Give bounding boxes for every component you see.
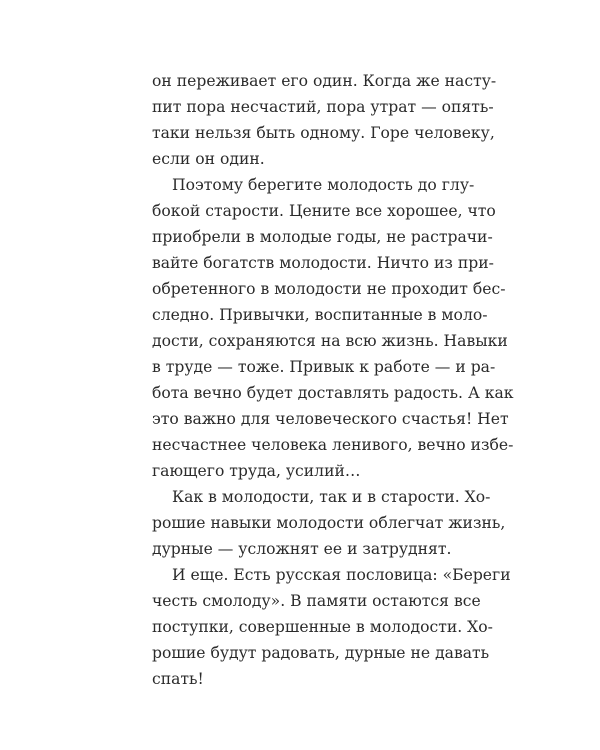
text-line: приобрели в молодые годы, не растрачи- bbox=[152, 228, 493, 246]
text-line: обретенного в молодости не проходит бес- bbox=[152, 280, 506, 298]
text-line: если он один. bbox=[152, 150, 265, 168]
text-line: это важно для человеческого счастья! Нет bbox=[152, 410, 509, 428]
text-line: бота вечно будет доставлять радость. А как bbox=[152, 384, 514, 402]
text-line: Как в молодости, так и в старости. Хо- bbox=[172, 488, 491, 506]
text-line: спать! bbox=[152, 670, 204, 688]
text-line: гающего труда, усилий… bbox=[152, 462, 361, 480]
text-line: честь смолоду». В памяти остаются все bbox=[152, 592, 481, 610]
text-line: следно. Привычки, воспитанные в моло- bbox=[152, 306, 488, 324]
text-line: рошие навыки молодости облегчат жизнь, bbox=[152, 514, 506, 532]
text-line: дости, сохраняются на всю жизнь. Навыки bbox=[152, 332, 508, 350]
text-line: таки нельзя быть одному. Горе человеку, bbox=[152, 124, 495, 142]
text-line: несчастнее человека ленивого, вечно избе- bbox=[152, 436, 514, 454]
text-line: вайте богатств молодости. Ничто из при- bbox=[152, 254, 494, 272]
text-line: бокой старости. Цените все хорошее, что bbox=[152, 202, 496, 220]
text-line: в труде — тоже. Привык к работе — и ра- bbox=[152, 358, 496, 376]
text-line: пит пора несчастий, пора утрат — опять- bbox=[152, 98, 494, 116]
text-line: Поэтому берегите молодость до глу- bbox=[172, 176, 475, 194]
text-line: рошие будут радовать, дурные не давать bbox=[152, 644, 490, 662]
text-line: дурные — усложнят ее и затруднят. bbox=[152, 540, 452, 558]
text-line: И еще. Есть русская пословица: «Береги bbox=[172, 566, 511, 584]
text-line: поступки, совершенные в молодости. Хо- bbox=[152, 618, 493, 636]
text-line: он переживает его один. Когда же насту- bbox=[152, 72, 497, 90]
